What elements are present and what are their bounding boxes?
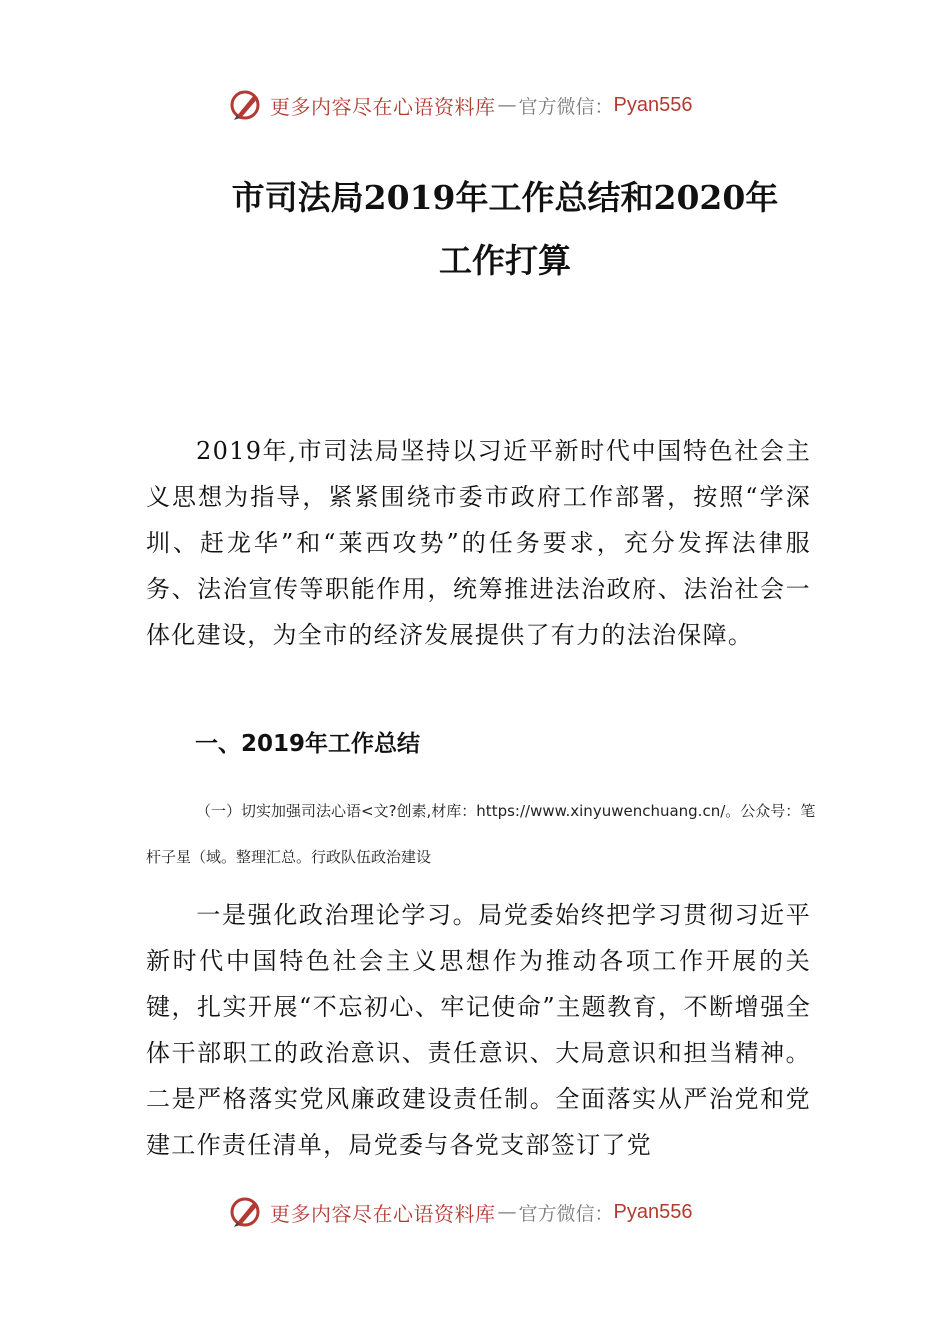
document-title-line2: 工作打算 <box>439 241 571 280</box>
footer-banner <box>228 1190 692 1234</box>
banner-label: 官方微信： <box>518 1202 614 1225</box>
banner-text: 更多内容尽在心语资料库 <box>270 94 496 119</box>
header-banner <box>228 83 692 127</box>
document-title-line1: 市司法局2019年工作总结和2020年 <box>231 178 779 217</box>
banner-separator: — <box>497 94 517 116</box>
body-text: 一是强化政治理论学习。局党委始终把学习贯彻习近平新时代中国特色社会主义思想作为推动各项工作开展的关键，扎实开展“不忘初心、牢记使命”主题教育，不断增强全体干部职工的政治意识、责任意识、大局意识和担当精神。二是严格落实党风廉政建设责任制。全面落实从严治党和党建工作责任清单，局党委与各党支部签订了党 <box>146 901 811 1159</box>
section-heading: 一、2019年工作总结 <box>195 731 421 757</box>
banner-separator: — <box>497 1201 517 1223</box>
banner-id: Pyan556 <box>613 1200 693 1223</box>
banner-id: Pyan556 <box>613 93 693 116</box>
banner-text: 更多内容尽在心语资料库 <box>270 1201 496 1226</box>
subsection-heading <box>146 788 816 880</box>
intro-paragraph <box>146 428 811 658</box>
pen-logo-icon <box>228 87 264 123</box>
banner-label: 官方微信： <box>518 95 614 118</box>
intro-text: 2019年,市司法局坚持以习近平新时代中国特色社会主义思想为指导，紧紧围绕市委市政府工作部署，按照“学深圳、赶龙华”和“莱西攻势”的任务要求，充分发挥法律服务、法治宣传等职能作用，统筹推进法治政府、法治社会一体化建设，为全市的经济发展提供了有力的法治保障。 <box>146 437 811 649</box>
body-paragraph <box>146 892 811 1168</box>
pen-logo-icon <box>228 1194 264 1230</box>
subsection-text: （一）切实加强司法心语<文?创素,材库：https://www.xinyuwenchuang.cn/。公众号：笔杆子星（域。整理汇总。行政队伍政治建设 <box>146 802 816 866</box>
